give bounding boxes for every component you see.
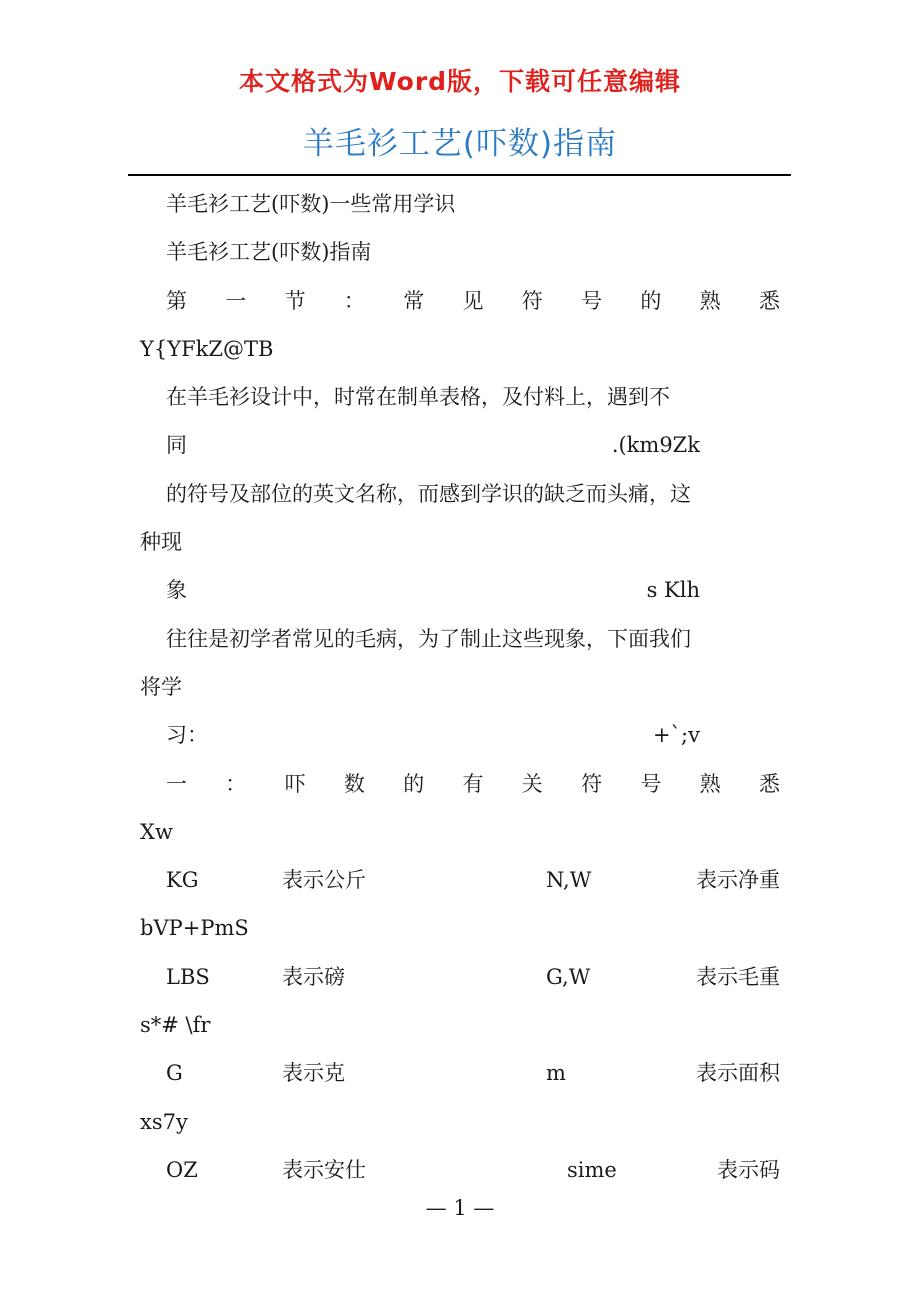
heading-char: 的: [403, 771, 425, 796]
heading-char: 常: [403, 288, 425, 313]
heading-char: 的: [640, 288, 662, 313]
heading-char: 符: [581, 771, 603, 796]
symbol-desc: 表示面积: [696, 1061, 780, 1086]
heading-char: 符: [521, 288, 543, 313]
section-heading-1: [140, 277, 780, 325]
heading-char: 悉: [758, 771, 780, 796]
body-line: 往往是初学者常见的毛病，为了制止这些现象，下面我们: [166, 626, 691, 651]
heading-char: 吓: [284, 771, 306, 796]
symbol-row: [140, 1146, 780, 1194]
symbol-trail: xs7y: [140, 1109, 188, 1134]
symbol-trail: bVP+PmS: [140, 916, 249, 941]
symbol-abbr: LBS: [166, 964, 210, 989]
symbol-abbr: sime: [567, 1157, 617, 1182]
page-number: — 1 —: [425, 1196, 495, 1220]
symbol-row: [140, 1049, 780, 1097]
heading-char: 见: [462, 288, 484, 313]
body-line-split: [140, 711, 780, 759]
symbol-abbr: KG: [166, 868, 199, 893]
symbol-abbr: G,W: [546, 964, 591, 989]
body-line-split: [140, 566, 780, 614]
document-title: 羊毛衫工艺(吓数)指南: [302, 126, 618, 162]
line-right: s Klh: [646, 578, 700, 603]
symbol-abbr: N,W: [546, 868, 592, 893]
heading-char: 数: [343, 771, 365, 796]
heading-char: 熟: [699, 771, 721, 796]
symbol-trail: s*# \fr: [140, 1013, 211, 1038]
title-divider: [128, 174, 791, 176]
heading-char: 关: [521, 771, 543, 796]
body-line: 将学: [140, 674, 182, 699]
heading-char: 悉: [758, 288, 780, 313]
body-line: 的符号及部位的英文名称，而感到学识的缺乏而头痛，这: [166, 481, 691, 506]
symbol-desc: 表示净重: [696, 868, 780, 893]
heading-char: 有: [462, 771, 484, 796]
heading-char: 号: [581, 288, 603, 313]
heading-char: 一: [225, 288, 247, 313]
symbol-desc: 表示克: [282, 1061, 345, 1086]
symbol-abbr: G: [166, 1061, 183, 1086]
symbol-row: [140, 856, 780, 904]
symbol-desc: 表示码: [717, 1157, 780, 1182]
heading-char: 节: [284, 288, 306, 313]
symbol-desc: 表示公斤: [282, 868, 366, 893]
symbol-desc: 表示安仕: [282, 1157, 366, 1182]
heading-char: 第: [166, 288, 187, 313]
body-line: Xw: [140, 819, 173, 844]
line-left: 象: [166, 578, 187, 603]
body-line: 羊毛衫工艺(吓数)一些常用学识: [166, 192, 456, 216]
line-right: +`;v: [652, 723, 700, 748]
document-body: [140, 180, 780, 1194]
format-banner: 本文格式为Word版，下载可任意编辑: [238, 67, 682, 96]
heading-char: 熟: [699, 288, 721, 313]
line-right: .(km9Zk: [611, 433, 700, 458]
body-line: 种现: [140, 530, 182, 555]
body-line: 羊毛衫工艺(吓数)指南: [166, 240, 372, 265]
line-left: 同: [166, 433, 187, 458]
line-left: 习：: [166, 723, 208, 748]
symbol-abbr: m: [546, 1061, 566, 1086]
symbol-row: [140, 953, 780, 1001]
symbol-abbr: OZ: [166, 1157, 198, 1182]
symbol-desc: 表示毛重: [696, 964, 780, 989]
section-heading-2: [140, 760, 780, 808]
heading-char: 号: [640, 771, 662, 796]
body-line: Y{YFkZ@TB: [140, 336, 274, 361]
heading-char: ：: [225, 771, 247, 796]
symbol-desc: 表示磅: [282, 964, 345, 989]
heading-char: ：: [343, 288, 365, 313]
heading-char: 一: [166, 771, 187, 796]
body-line: 在羊毛衫设计中，时常在制单表格，及付料上，遇到不: [166, 385, 670, 410]
body-line-split: [140, 421, 780, 469]
